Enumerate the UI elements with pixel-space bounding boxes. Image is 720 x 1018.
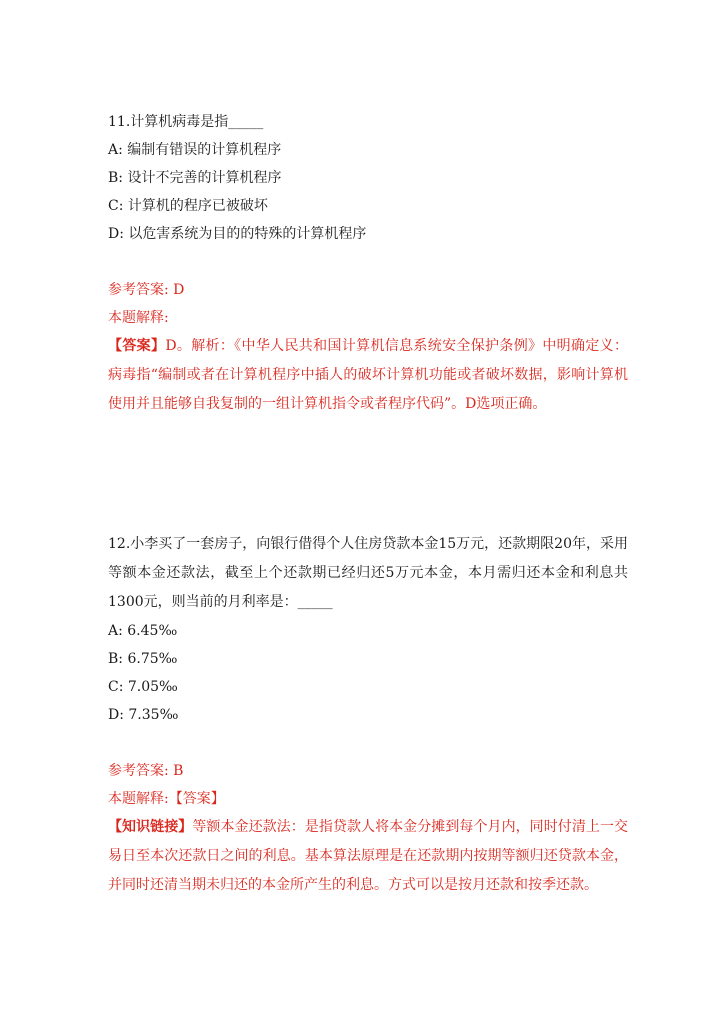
question-stem: 12.小李买了一套房子，向银行借得个人住房贷款本金15万元，还款期限20年，采用等额本金还款法，截至上个还款期已经归还5万元本金，本月需归还本金和利息共1300元，则当前的月利率是：_____ (108, 536, 628, 610)
option-d: D: 以危害系统为目的的特殊的计算机程序 (108, 226, 367, 242)
explanation-paragraph (108, 332, 628, 419)
reference-answer: 参考答案: B (108, 763, 184, 779)
question-12 (108, 530, 628, 900)
option-c: C: 计算机的程序已被破坏 (108, 198, 268, 214)
explanation-paragraph (108, 813, 628, 900)
question-stem: 11.计算机病毒是指_____ (108, 114, 264, 130)
question-11 (108, 108, 628, 419)
option-b: B: 设计不完善的计算机程序 (108, 170, 282, 186)
explanation-body: 等额本金还款法：是指贷款人将本金分摊到每个月内，同时付清上一交易日至本次还款日之间的利息。基本算法原理是在还款期内按期等额归还贷款本金，并同时还清当期未归还的本金所产生的利息。方式可以是按月还款和按季还款。 (108, 819, 629, 893)
option-b: B: 6.75‰ (108, 651, 178, 667)
explanation-tag: 【答案】 (108, 338, 166, 354)
option-d: D: 7.35‰ (108, 707, 179, 723)
option-a: A: 编制有错误的计算机程序 (108, 142, 282, 158)
explanation-title: 本题解释:【答案】 (108, 791, 225, 807)
option-c: C: 7.05‰ (108, 679, 178, 695)
explanation-tag: 【知识链接】 (108, 819, 193, 835)
reference-answer: 参考答案: D (108, 282, 185, 298)
explanation-body: D。解析：《中华人民共和国计算机信息系统安全保护条例》中明确定义：病毒指“编制或者在计算机程序中插人的破坏计算机功能或者破坏数据，影响计算机使用并且能够自我复制的一组计算机指令或者程序代码”。D选项正确。 (108, 338, 628, 412)
option-a: A: 6.45‰ (108, 623, 178, 639)
explanation-title: 本题解释: (108, 310, 169, 326)
